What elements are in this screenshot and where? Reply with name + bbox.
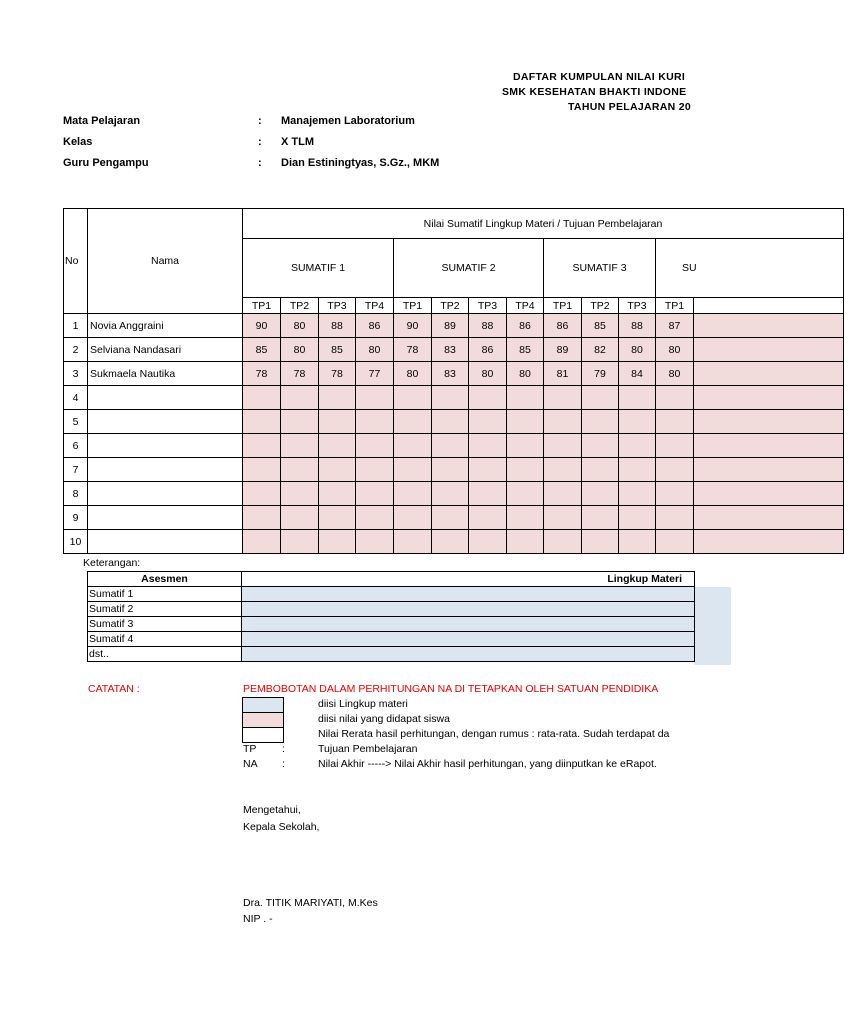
catatan-text: PEMBOBOTAN DALAM PERHITUNGAN NA DI TETAPKAN OLEH SATUAN PENDIDIKA [243,683,659,695]
tp-header-filler [694,298,844,314]
score-cell[interactable] [507,434,544,458]
col-header-no: No [64,209,88,314]
score-cell[interactable] [281,482,319,506]
score-cell[interactable] [507,458,544,482]
ket-lingkup-cell[interactable] [242,602,695,617]
tp-header-cell: TP3 [619,298,656,314]
legend-text-white: Nilai Rerata hasil perhitungan, dengan rumus : rata-rata. Sudah terdapat da [318,728,670,740]
score-cell[interactable] [507,506,544,530]
score-cell[interactable] [507,530,544,554]
score-cell[interactable]: 90 [394,314,432,338]
abbr-text-na: Nilai Akhir -----> Nilai Akhir hasil perhitungan, yang diinputkan ke eRapot. [318,758,657,770]
col-header-sumatif-1: SUMATIF 1 [243,239,394,298]
score-cell[interactable]: 80 [469,362,507,386]
score-cell[interactable]: 86 [544,314,582,338]
score-cell[interactable]: 80 [394,362,432,386]
score-cell[interactable] [619,386,656,410]
score-cell[interactable]: 87 [656,314,694,338]
table-row [64,482,844,506]
table-row [64,386,844,410]
score-cell-overflow[interactable] [694,482,844,506]
score-cell[interactable]: 86 [507,314,544,338]
legend-text-pink: diisi nilai yang didapat siswa [318,713,450,725]
tp-header-cell: TP2 [582,298,619,314]
score-cell[interactable] [432,530,469,554]
score-cell[interactable] [469,458,507,482]
score-cell[interactable]: 85 [319,338,356,362]
info-colon: : [258,157,262,169]
row-name[interactable] [88,410,243,434]
score-cell[interactable] [432,458,469,482]
info-value-mapel: Manajemen Laboratorium [281,115,415,127]
table-row [64,314,844,338]
row-no: 1 [64,314,88,338]
info-value-kelas: X TLM [281,136,314,148]
score-cell[interactable]: 86 [356,314,394,338]
score-cell-overflow[interactable] [694,314,844,338]
score-cell[interactable] [281,386,319,410]
score-cell[interactable] [507,410,544,434]
row-no: 4 [64,386,88,410]
score-cell[interactable] [469,434,507,458]
score-cell[interactable]: 77 [356,362,394,386]
score-cell[interactable]: 85 [582,314,619,338]
ket-asesmen-cell: Sumatif 4 [88,632,242,647]
row-name[interactable] [88,434,243,458]
ket-lingkup-cell[interactable] [242,632,695,647]
row-no: 2 [64,338,88,362]
row-no: 6 [64,434,88,458]
score-cell[interactable] [619,458,656,482]
score-cell[interactable] [582,506,619,530]
score-cell[interactable] [432,386,469,410]
col-header-sumatif-2: SUMATIF 2 [394,239,544,298]
score-cell[interactable]: 78 [281,362,319,386]
row-no: 3 [64,362,88,386]
score-cell[interactable] [432,410,469,434]
score-cell[interactable] [356,482,394,506]
score-cell[interactable] [619,506,656,530]
score-cell[interactable] [432,506,469,530]
table-row [64,506,844,530]
info-value-guru: Dian Estiningtyas, S.Gz., MKM [281,157,440,169]
score-cell[interactable] [394,458,432,482]
ket-header-asesmen: Asesmen [88,572,242,587]
info-label-guru: Guru Pengampu [63,157,149,169]
score-cell[interactable] [356,410,394,434]
col-header-sumatif-4: SU [656,239,844,298]
legend-colon: : [282,728,285,740]
score-cell[interactable] [469,506,507,530]
grade-table [63,208,844,554]
legend-swatch-white [242,727,284,743]
row-name[interactable] [88,458,243,482]
score-cell[interactable] [656,410,694,434]
tp-header-cell: TP4 [356,298,394,314]
row-name[interactable] [88,482,243,506]
score-cell-overflow[interactable] [694,530,844,554]
score-cell[interactable]: 84 [619,362,656,386]
score-cell[interactable]: 82 [582,338,619,362]
table-row [64,362,844,386]
table-row [64,410,844,434]
score-cell[interactable] [394,530,432,554]
ket-asesmen-cell: dst.. [88,647,242,662]
score-cell[interactable]: 88 [469,314,507,338]
score-cell[interactable] [281,530,319,554]
score-cell[interactable] [432,482,469,506]
score-cell[interactable] [656,386,694,410]
score-cell[interactable] [243,506,281,530]
score-cell[interactable] [356,506,394,530]
score-cell[interactable]: 86 [469,338,507,362]
score-cell[interactable] [356,386,394,410]
score-cell[interactable]: 83 [432,362,469,386]
score-cell-overflow[interactable] [694,386,844,410]
ket-lingkup-cell[interactable] [242,617,695,632]
sign-nip: NIP . - [243,913,273,925]
score-cell-overflow[interactable] [694,338,844,362]
row-name[interactable] [88,530,243,554]
score-cell[interactable] [243,458,281,482]
score-cell[interactable] [356,434,394,458]
info-label-mapel: Mata Pelajaran [63,115,141,127]
score-cell[interactable] [582,386,619,410]
tp-header-cell: TP2 [281,298,319,314]
score-cell[interactable] [356,530,394,554]
row-no: 9 [64,506,88,530]
score-cell[interactable] [656,434,694,458]
score-cell[interactable] [619,434,656,458]
abbr-key-na: NA [243,758,258,770]
score-cell[interactable] [394,386,432,410]
score-cell[interactable]: 80 [281,314,319,338]
info-label-kelas: Kelas [63,136,93,148]
tp-header-cell: TP3 [319,298,356,314]
tp-header-cell: TP1 [544,298,582,314]
score-cell[interactable] [243,482,281,506]
score-cell[interactable] [544,386,582,410]
score-cell[interactable] [656,482,694,506]
row-no: 5 [64,410,88,434]
score-cell[interactable]: 88 [619,314,656,338]
score-cell[interactable]: 85 [507,338,544,362]
catatan-label: CATATAN : [88,683,140,695]
score-cell[interactable] [281,458,319,482]
score-cell[interactable] [656,458,694,482]
score-cell[interactable]: 83 [432,338,469,362]
score-cell[interactable] [469,482,507,506]
row-name[interactable]: Novia Anggraini [88,314,243,338]
ket-header-lingkup: Lingkup Materi [242,572,695,587]
score-cell[interactable]: 88 [319,314,356,338]
score-cell[interactable] [319,434,356,458]
score-cell[interactable] [544,506,582,530]
score-cell[interactable] [394,506,432,530]
row-name[interactable] [88,506,243,530]
score-cell[interactable] [432,434,469,458]
tp-header-cell: TP2 [432,298,469,314]
sign-mengetahui: Mengetahui, [243,804,301,816]
score-cell[interactable] [619,410,656,434]
legend-colon: : [282,698,285,710]
score-cell[interactable] [319,530,356,554]
tp-header-cell: TP1 [394,298,432,314]
score-cell[interactable]: 80 [656,338,694,362]
sign-name: Dra. TITIK MARIYATI, M.Kes [243,897,378,909]
table-row [64,530,844,554]
legend-swatch-pink [242,712,284,728]
score-cell[interactable]: 80 [619,338,656,362]
abbr-colon: : [282,758,285,770]
legend-colon: : [282,713,285,725]
score-cell[interactable] [394,410,432,434]
score-cell[interactable] [469,410,507,434]
score-cell[interactable] [656,506,694,530]
score-cell[interactable] [319,482,356,506]
row-no: 8 [64,482,88,506]
abbr-colon: : [282,743,285,755]
table-row [64,338,844,362]
score-cell-overflow[interactable] [694,410,844,434]
score-cell[interactable] [243,410,281,434]
score-cell[interactable]: 80 [507,362,544,386]
score-cell[interactable] [619,482,656,506]
score-cell[interactable]: 78 [319,362,356,386]
score-cell[interactable]: 79 [582,362,619,386]
score-cell[interactable] [544,530,582,554]
score-cell-overflow[interactable] [694,362,844,386]
score-cell[interactable]: 85 [243,338,281,362]
score-cell[interactable] [243,530,281,554]
keterangan-title: Keterangan: [83,557,141,569]
score-cell[interactable] [582,482,619,506]
row-no: 10 [64,530,88,554]
score-cell[interactable] [243,434,281,458]
row-name[interactable]: Sukmaela Nautika [88,362,243,386]
row-name[interactable] [88,386,243,410]
score-cell[interactable] [507,386,544,410]
ket-lingkup-cell[interactable] [242,587,695,602]
col-header-nama: Nama [88,209,243,314]
score-cell[interactable] [544,458,582,482]
abbr-text-tp: Tujuan Pembelajaran [318,743,418,755]
score-cell[interactable]: 81 [544,362,582,386]
col-header-sumatif-3: SUMATIF 3 [544,239,656,298]
abbr-key-tp: TP [243,743,257,755]
table-row [64,434,844,458]
score-cell[interactable] [469,530,507,554]
score-cell[interactable] [582,458,619,482]
score-cell[interactable]: 89 [544,338,582,362]
score-cell[interactable] [544,410,582,434]
table-row [64,458,844,482]
score-cell[interactable] [319,386,356,410]
sign-role: Kepala Sekolah, [243,821,320,833]
doc-title-line1: DAFTAR KUMPULAN NILAI KURI [513,71,686,83]
score-cell[interactable]: 89 [432,314,469,338]
score-cell[interactable] [319,506,356,530]
score-cell-overflow[interactable] [694,458,844,482]
tp-header-cell: TP1 [656,298,694,314]
score-cell[interactable]: 90 [243,314,281,338]
score-cell[interactable] [319,458,356,482]
keterangan-table [87,571,695,662]
score-cell[interactable]: 78 [394,338,432,362]
doc-title-line2: SMK KESEHATAN BHAKTI INDONE [502,86,687,98]
score-cell-overflow[interactable] [694,434,844,458]
info-colon: : [258,136,262,148]
tp-header-cell: TP4 [507,298,544,314]
score-cell[interactable] [507,482,544,506]
lingkup-materi-overflow [694,587,731,665]
score-cell[interactable] [582,410,619,434]
tp-header-cell: TP1 [243,298,281,314]
score-cell[interactable] [319,410,356,434]
info-colon: : [258,115,262,127]
row-name[interactable]: Selviana Nandasari [88,338,243,362]
score-cell[interactable] [582,530,619,554]
score-cell[interactable] [619,530,656,554]
score-cell[interactable] [394,482,432,506]
col-header-group: Nilai Sumatif Lingkup Materi / Tujuan Pembelajaran [243,209,844,239]
score-cell[interactable]: 78 [243,362,281,386]
score-cell[interactable] [243,386,281,410]
ket-asesmen-cell: Sumatif 1 [88,587,242,602]
score-cell[interactable] [281,410,319,434]
score-cell[interactable]: 80 [656,362,694,386]
score-cell[interactable] [544,482,582,506]
score-cell[interactable] [281,506,319,530]
tp-header-cell: TP3 [469,298,507,314]
row-no: 7 [64,458,88,482]
score-cell[interactable] [356,458,394,482]
score-cell[interactable] [281,434,319,458]
doc-title-line3: TAHUN PELAJARAN 20 [568,101,692,113]
ket-lingkup-cell[interactable] [242,647,695,662]
score-cell[interactable] [582,434,619,458]
score-cell[interactable] [469,386,507,410]
score-cell[interactable] [544,434,582,458]
score-cell[interactable] [394,434,432,458]
score-cell[interactable] [656,530,694,554]
score-cell[interactable]: 80 [281,338,319,362]
legend-swatch-blue [242,697,284,713]
score-cell[interactable]: 80 [356,338,394,362]
ket-asesmen-cell: Sumatif 3 [88,617,242,632]
ket-asesmen-cell: Sumatif 2 [88,602,242,617]
legend-text-blue: diisi Lingkup materi [318,698,408,710]
score-cell-overflow[interactable] [694,506,844,530]
